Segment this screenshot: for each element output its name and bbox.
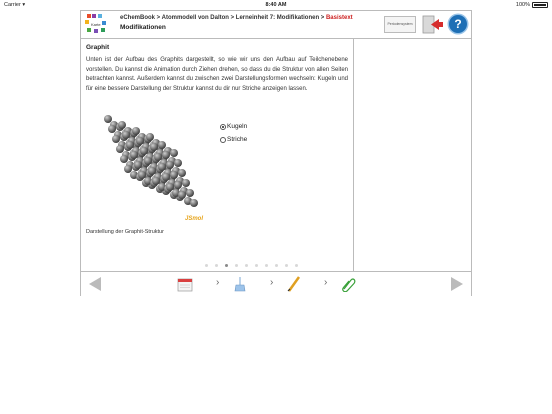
carbon-atom xyxy=(178,169,186,177)
status-bar xyxy=(0,0,552,10)
page-dot[interactable] xyxy=(255,264,258,267)
page-indicator[interactable] xyxy=(205,264,298,267)
carbon-atom xyxy=(146,133,154,141)
carbon-atom xyxy=(182,179,190,187)
carbon-atom xyxy=(166,183,174,191)
exit-button[interactable] xyxy=(422,15,444,34)
page-dot[interactable] xyxy=(215,264,218,267)
exit-icon xyxy=(422,15,444,34)
section-title: Graphit xyxy=(86,44,110,51)
pencil-button[interactable] xyxy=(285,276,303,292)
status-time: 8:40 AM xyxy=(265,2,287,8)
breadcrumb-path[interactable]: eChemBook > Atommodell von Dalton > Lerneinheit 7: Modifikationen > xyxy=(120,15,326,21)
carbon-atom xyxy=(178,191,186,199)
breadcrumb[interactable] xyxy=(120,15,353,21)
arrow-left-icon xyxy=(87,276,105,292)
attachment-button[interactable] xyxy=(339,276,357,292)
carbon-atom xyxy=(166,161,174,169)
help-button[interactable] xyxy=(449,15,467,33)
logo-square xyxy=(101,28,105,32)
carbon-atom xyxy=(170,149,178,157)
page-dot-active[interactable] xyxy=(225,264,228,267)
battery-icon xyxy=(532,2,548,8)
carbon-atom xyxy=(158,141,166,149)
page-dot[interactable] xyxy=(275,264,278,267)
carbon-atom xyxy=(136,137,144,145)
test-tube-icon xyxy=(231,276,249,292)
next-button[interactable] xyxy=(447,276,465,292)
logo-square xyxy=(102,21,106,25)
graphite-3d-viewer[interactable] xyxy=(96,109,216,219)
carbon-atom xyxy=(174,159,182,167)
periodic-label: Periodensystem xyxy=(387,22,413,26)
logo-square xyxy=(92,14,96,18)
radio-kugeln[interactable] xyxy=(220,124,226,130)
carbon-atom xyxy=(138,171,146,179)
carrier-text: Carrier xyxy=(4,2,21,8)
header xyxy=(81,11,471,39)
carbon-atom xyxy=(104,115,112,123)
main-content xyxy=(81,39,354,271)
carbon-atom xyxy=(112,135,120,143)
display-mode-options xyxy=(220,120,247,146)
option-label: Striche xyxy=(227,136,248,143)
karte-logo[interactable] xyxy=(85,14,107,34)
battery-percent: 100% xyxy=(515,2,530,8)
radio-striche[interactable] xyxy=(220,137,226,143)
carbon-atom xyxy=(174,181,182,189)
carbon-atom xyxy=(190,199,198,207)
chevron-right-icon: › xyxy=(324,277,328,288)
paperclip-icon xyxy=(339,276,357,292)
logo-square xyxy=(87,28,91,32)
breadcrumb-current: Basistext xyxy=(325,15,353,21)
previous-button[interactable] xyxy=(87,276,105,292)
page-dot[interactable] xyxy=(285,264,288,267)
carbon-atom xyxy=(144,157,152,165)
carbon-atom xyxy=(148,167,156,175)
side-panel xyxy=(354,39,471,271)
page-title: Modifikationen xyxy=(120,24,166,31)
pencil-icon xyxy=(285,276,303,292)
carbon-atom xyxy=(108,125,116,133)
logo-square xyxy=(87,14,91,18)
logo-text: Karte xyxy=(91,22,101,27)
carbon-atom xyxy=(186,189,194,197)
logo-square xyxy=(94,29,98,33)
carbon-atom xyxy=(124,165,132,173)
carbon-atom xyxy=(152,177,160,185)
carbon-atom xyxy=(134,161,142,169)
logo-square xyxy=(85,20,89,24)
option-label: Kugeln xyxy=(227,123,248,130)
help-icon: ? xyxy=(454,17,462,31)
chevron-right-icon: › xyxy=(216,277,220,288)
carbon-atom xyxy=(154,153,162,161)
carbon-atom xyxy=(118,121,126,129)
wifi-icon: ▾ xyxy=(22,2,26,8)
option-striche[interactable] xyxy=(220,133,247,146)
page-dot[interactable] xyxy=(265,264,268,267)
jsmol-logo: JSmol xyxy=(185,216,204,222)
periodic-table-button[interactable] xyxy=(384,16,416,33)
carbon-atom xyxy=(126,141,134,149)
page-dot[interactable] xyxy=(295,264,298,267)
carbon-atom xyxy=(140,147,148,155)
carbon-atom xyxy=(162,173,170,181)
notepad-icon xyxy=(176,276,194,292)
battery-status xyxy=(516,0,548,10)
page-dot[interactable] xyxy=(245,264,248,267)
logo-square xyxy=(98,14,102,18)
arrow-right-icon xyxy=(447,276,465,292)
carbon-atom xyxy=(122,131,130,139)
carbon-atom xyxy=(116,145,124,153)
figure-caption: Darstellung der Graphit-Struktur xyxy=(86,229,164,235)
bottom-toolbar xyxy=(81,271,471,296)
carbon-atom xyxy=(130,151,138,159)
page-dot[interactable] xyxy=(205,264,208,267)
carbon-atom xyxy=(150,143,158,151)
carbon-atom xyxy=(120,155,128,163)
body-text: Unten ist der Aufbau des Graphits dargestellt, so wie wir uns den Aufbau auf Teilchenebene vorstellen. Du kannst die Animation durch Ziehen drehen, so dass du die Struktur von allen Seiten betrachten kannst. Außerdem kannst du zwischen zwei Darstellungsformen wechseln: Kugeln und für eine bessere Darstellung der Struktur kannst du dir nur Striche anzeigen lassen. xyxy=(86,57,348,92)
option-kugeln[interactable] xyxy=(220,120,247,133)
graphite-structure-image[interactable] xyxy=(96,109,216,219)
carbon-atom xyxy=(158,163,166,171)
carbon-atom xyxy=(170,171,178,179)
app-window xyxy=(80,10,472,296)
page-dot[interactable] xyxy=(235,264,238,267)
chevron-right-icon: › xyxy=(270,277,274,288)
carbon-atom xyxy=(162,151,170,159)
test-tube-button[interactable] xyxy=(231,276,249,292)
carbon-atom xyxy=(132,127,140,135)
notes-button[interactable] xyxy=(176,276,194,292)
